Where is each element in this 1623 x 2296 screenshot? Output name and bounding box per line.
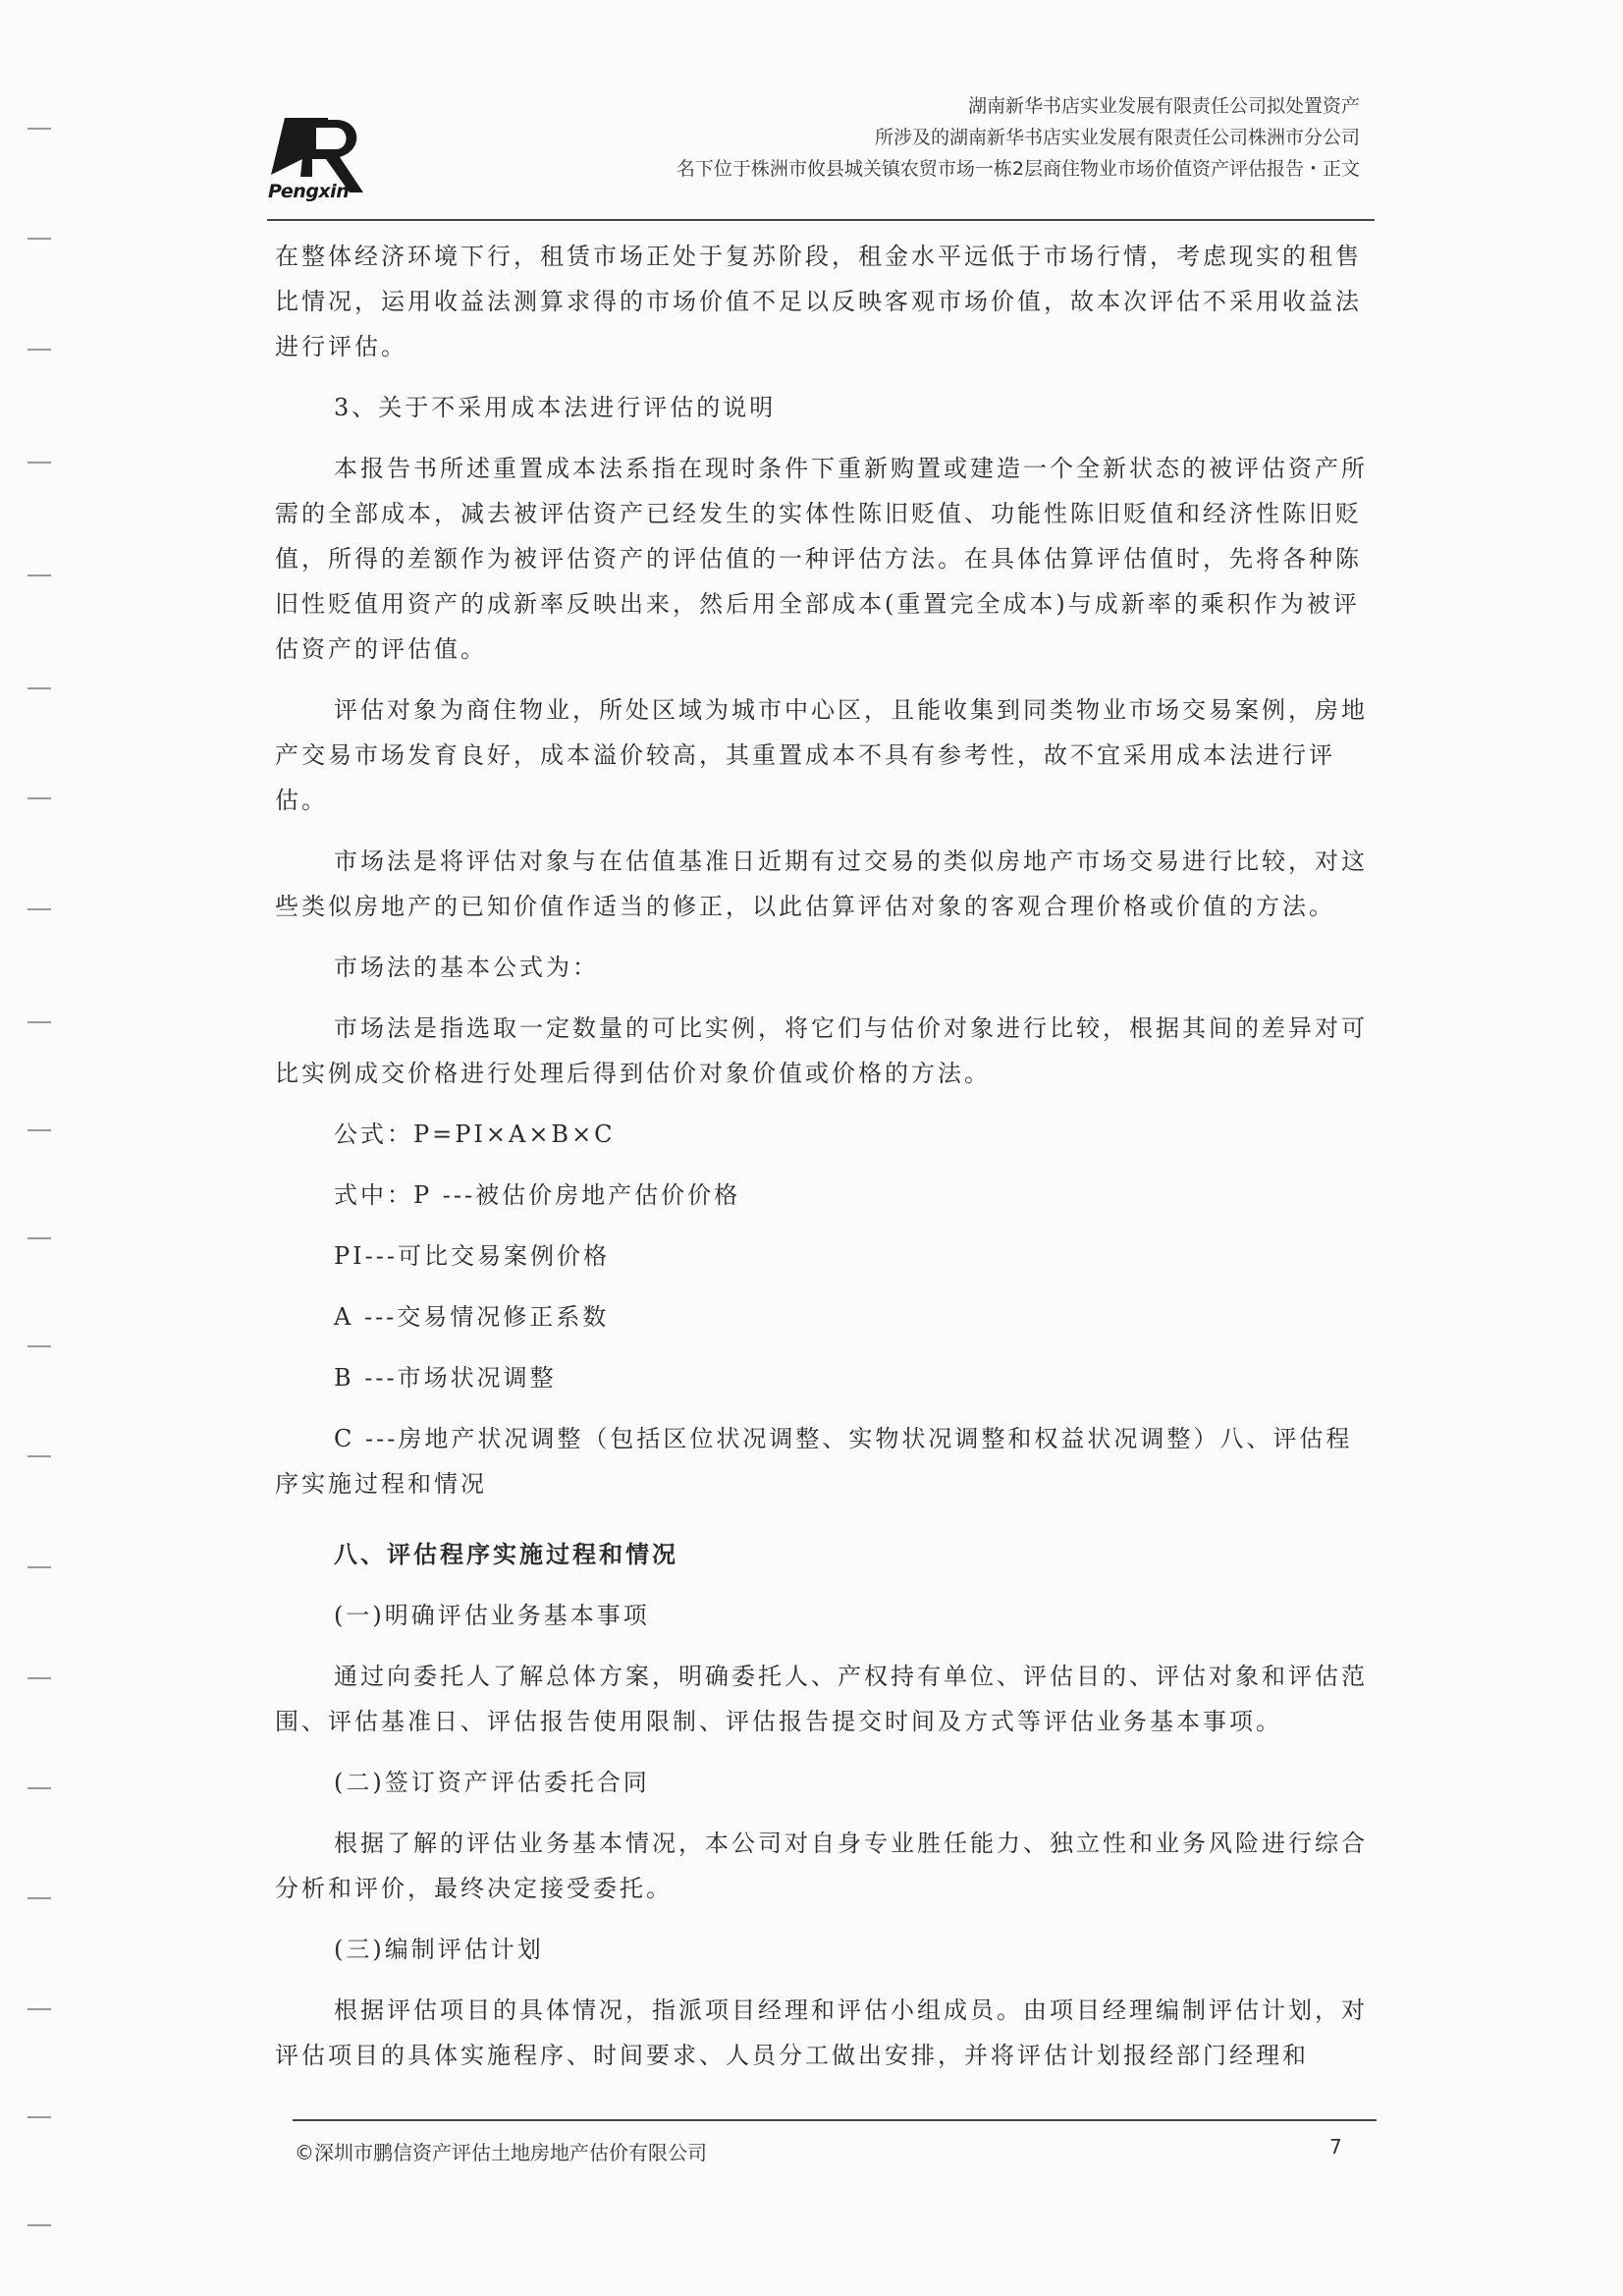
paragraph: 通过向委托人了解总体方案，明确委托人、产权持有单位、评估目的、评估对象和评估范围、评估基准日、评估报告使用限制、评估报告提交时间及方式等评估业务基本事项。	[275, 1663, 1368, 1735]
logo-text: Pengxin	[268, 181, 350, 202]
formula-definition: 式中：P ---被估价房地产估价价格	[334, 1181, 741, 1209]
header-line: 湖南新华书店实业发展有限责任公司拟处置资产	[967, 95, 1360, 117]
report-body	[275, 234, 1375, 2078]
header-divider	[267, 219, 1375, 221]
binding-marks	[27, 0, 57, 2296]
formula-definition: C ---房地产状况调整（包括区位状况调整、实物状况调整和权益状况调整）八、评估程序实施过程和情况	[275, 1425, 1353, 1498]
footer-divider	[293, 2119, 1377, 2121]
paragraph: 市场法的基本公式为：	[334, 954, 599, 981]
subsection-title: (二)签订资产评估委托合同	[334, 1769, 650, 1796]
formula-definition: PI---可比交易案例价格	[334, 1242, 610, 1270]
formula: 公式：P=PI×A×B×C	[334, 1121, 616, 1148]
page-number: 7	[1329, 2135, 1342, 2159]
paragraph: 市场法是指选取一定数量的可比实例，将它们与估价对象进行比较，根据其间的差异对可比实例成交价格进行处理后得到估价对象价值或价格的方法。	[275, 1014, 1368, 1087]
subheading: 3、关于不采用成本法进行评估的说明	[334, 394, 777, 421]
report-header	[676, 90, 1360, 185]
paragraph: 根据了解的评估业务基本情况，本公司对自身专业胜任能力、独立性和业务风险进行综合分析和评价，最终决定接受委托。	[275, 1830, 1368, 1902]
header-line: 所涉及的湖南新华书店实业发展有限责任公司株洲市分公司	[874, 127, 1360, 148]
paragraph: 在整体经济环境下行，租赁市场正处于复苏阶段，租金水平远低于市场行情，考虑现实的租售比情况，运用收益法测算求得的市场价值不足以反映客观市场价值，故本次评估不采用收益法进行评估。	[275, 243, 1362, 360]
paragraph: 本报告书所述重置成本法系指在现时条件下重新购置或建造一个全新状态的被评估资产所需的全部成本，减去被评估资产已经发生的实体性陈旧贬值、功能性陈旧贬值和经济性陈旧贬值，所得的差额作为被评估资产的评估值的一种评估方法。在具体估算评估值时，先将各种陈旧性贬值用资产的成新率反映出来，然后用全部成本(重置完全成本)与成新率的乘积作为被评估资产的评估值。	[275, 455, 1368, 663]
subsection-title: (一)明确评估业务基本事项	[334, 1602, 650, 1629]
paragraph: 市场法是将评估对象与在估值基准日近期有过交易的类似房地产市场交易进行比较，对这些类似房地产的已知价值作适当的修正，以此估算评估对象的客观合理价格或价值的方法。	[275, 847, 1368, 920]
formula-definition: B ---市场状况调整	[334, 1364, 557, 1392]
footer-copyright: ©深圳市鹏信资产评估土地房地产估价有限公司	[295, 2141, 707, 2164]
header-line: 名下位于株洲市攸县城关镇农贸市场一栋2层商住物业市场价值资产评估报告・正文	[676, 158, 1360, 180]
paragraph: 根据评估项目的具体情况，指派项目经理和评估小组成员。由项目经理编制评估计划，对评估项目的具体实施程序、时间要求、人员分工做出安排，并将评估计划报经部门经理和	[275, 1996, 1368, 2069]
subsection-title: (三)编制评估计划	[334, 1936, 544, 1963]
formula-definition: A ---交易情况修正系数	[334, 1303, 610, 1331]
paragraph: 评估对象为商住物业，所处区域为城市中心区，且能收集到同类物业市场交易案例，房地产交易市场发育良好，成本溢价较高，其重置成本不具有参考性，故不宜采用成本法进行评估。	[275, 696, 1368, 814]
section-heading: 八、评估程序实施过程和情况	[334, 1540, 678, 1568]
